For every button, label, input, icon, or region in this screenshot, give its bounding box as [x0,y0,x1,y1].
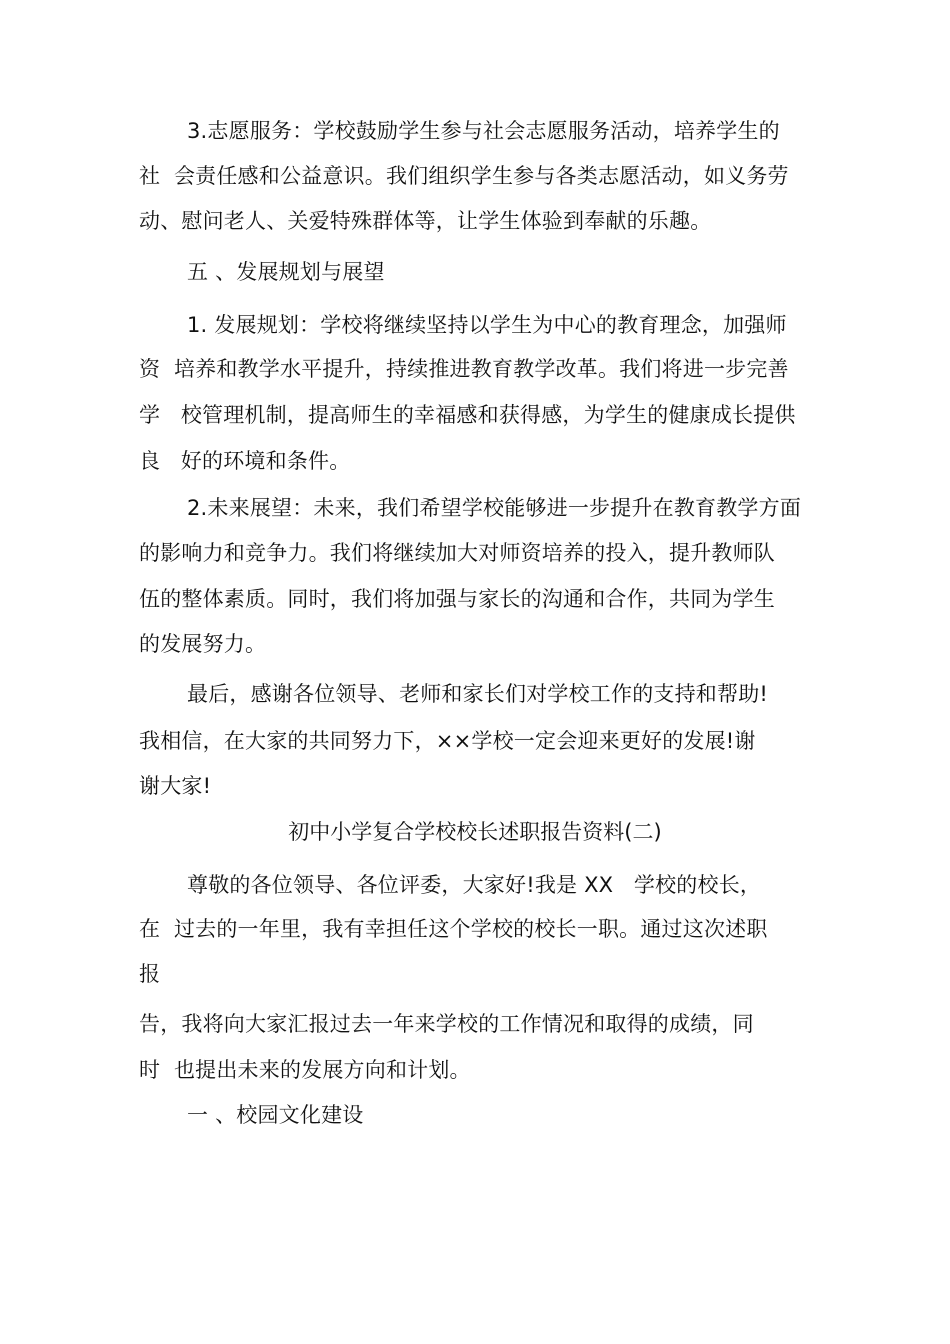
paragraph-line: 3.志愿服务：学校鼓励学生参与社会志愿服务活动，培养学生的 [187,119,780,143]
section-heading: 一 、校园文化建设 [187,1103,364,1127]
paragraph-line: 告，我将向大家汇报过去一年来学校的工作情况和取得的成绩，同 [139,1012,754,1036]
paragraph-line: 良 好的环境和条件。 [139,449,351,473]
section-heading: 五 、发展规划与展望 [187,260,385,284]
paragraph-line: 2.未来展望：未来，我们希望学校能够进一步提升在教育教学方面 [187,496,802,520]
paragraph-line: 报 [139,962,161,986]
paragraph-line: 1. 发展规划：学校将继续坚持以学生为中心的教育理念，加强师 [187,313,787,337]
paragraph-line: 的影响力和竞争力。我们将继续加大对师资培养的投入，提升教师队 [139,541,775,565]
paragraph-line: 我相信，在大家的共同努力下，××学校一定会迎来更好的发展!谢 [139,729,756,753]
paragraph-line: 最后，感谢各位领导、老师和家长们对学校工作的支持和帮助! [187,682,769,706]
paragraph-line: 谢大家! [139,774,212,798]
paragraph-line: 伍的整体素质。同时，我们将加强与家长的沟通和合作，共同为学生 [139,587,775,611]
paragraph-line: 尊敬的各位领导、各位评委，大家好!我是 XX 学校的校长， [187,873,762,897]
paragraph-line: 社 会责任感和公益意识。我们组织学生参与各类志愿活动，如义务劳 [139,164,789,188]
paragraph-line: 时 也提出未来的发展方向和计划。 [139,1058,471,1082]
section-title: 初中小学复合学校校长述职报告资料(二) [288,820,662,844]
paragraph-line: 的发展努力。 [139,632,267,656]
paragraph-line: 在 过去的一年里，我有幸担任这个学校的校长一职。通过这次述职 [139,917,768,941]
paragraph-line: 学 校管理机制，提高师生的幸福感和获得感，为学生的健康成长提供 [139,403,796,427]
paragraph-line: 动、慰问老人、关爱特殊群体等，让学生体验到奉献的乐趣。 [139,209,712,233]
paragraph-line: 资 培养和教学水平提升，持续推进教育教学改革。我们将进一步完善 [139,357,789,381]
